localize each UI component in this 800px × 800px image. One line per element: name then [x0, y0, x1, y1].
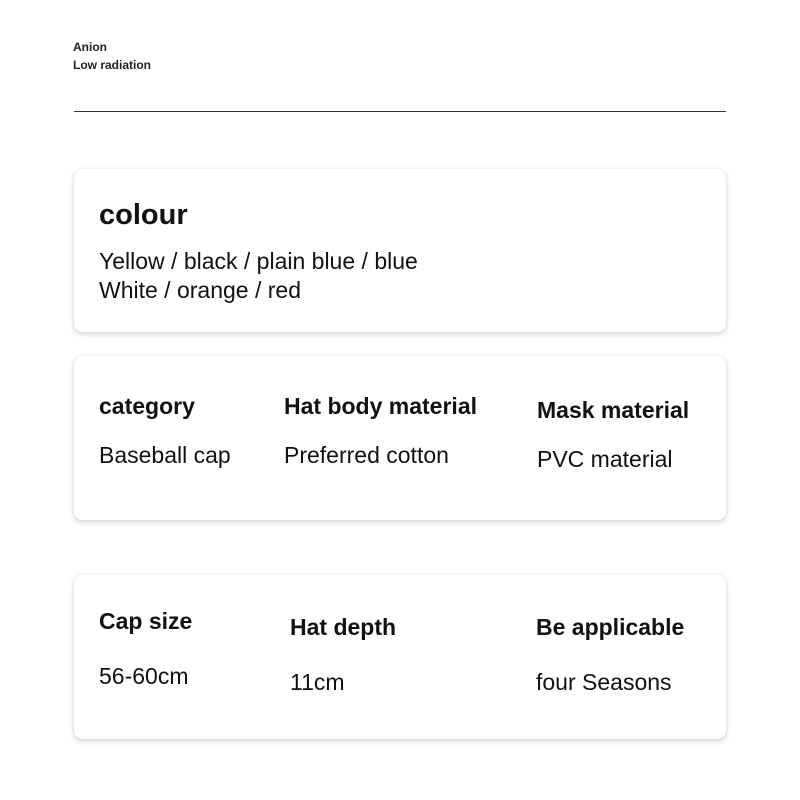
mask-material-value: PVC material [537, 446, 673, 472]
header-divider [74, 111, 726, 112]
colour-card [74, 169, 726, 332]
header-line-low-radiation: Low radiation [73, 58, 151, 72]
colour-title: colour [99, 199, 188, 231]
header-note [73, 38, 151, 74]
mask-material-label: Mask material [537, 397, 690, 423]
specs-card-material [74, 356, 726, 520]
category-label: category [99, 393, 195, 419]
be-applicable-value: four Seasons [536, 669, 672, 695]
hat-depth-label: Hat depth [290, 614, 397, 640]
cap-size-label: Cap size [99, 608, 193, 634]
hat-body-material-value: Preferred cotton [284, 442, 449, 468]
hat-body-material-label: Hat body material [284, 393, 477, 419]
colour-options-line-1: Yellow / black / plain blue / blue [99, 248, 418, 274]
be-applicable-label: Be applicable [536, 614, 685, 640]
hat-depth-value: 11cm [290, 669, 345, 695]
header-line-anion: Anion [73, 40, 107, 54]
cap-size-value: 56-60cm [99, 663, 189, 689]
category-value: Baseball cap [99, 442, 231, 468]
colour-options-line-2: White / orange / red [99, 277, 301, 303]
specs-card-size [74, 575, 726, 739]
